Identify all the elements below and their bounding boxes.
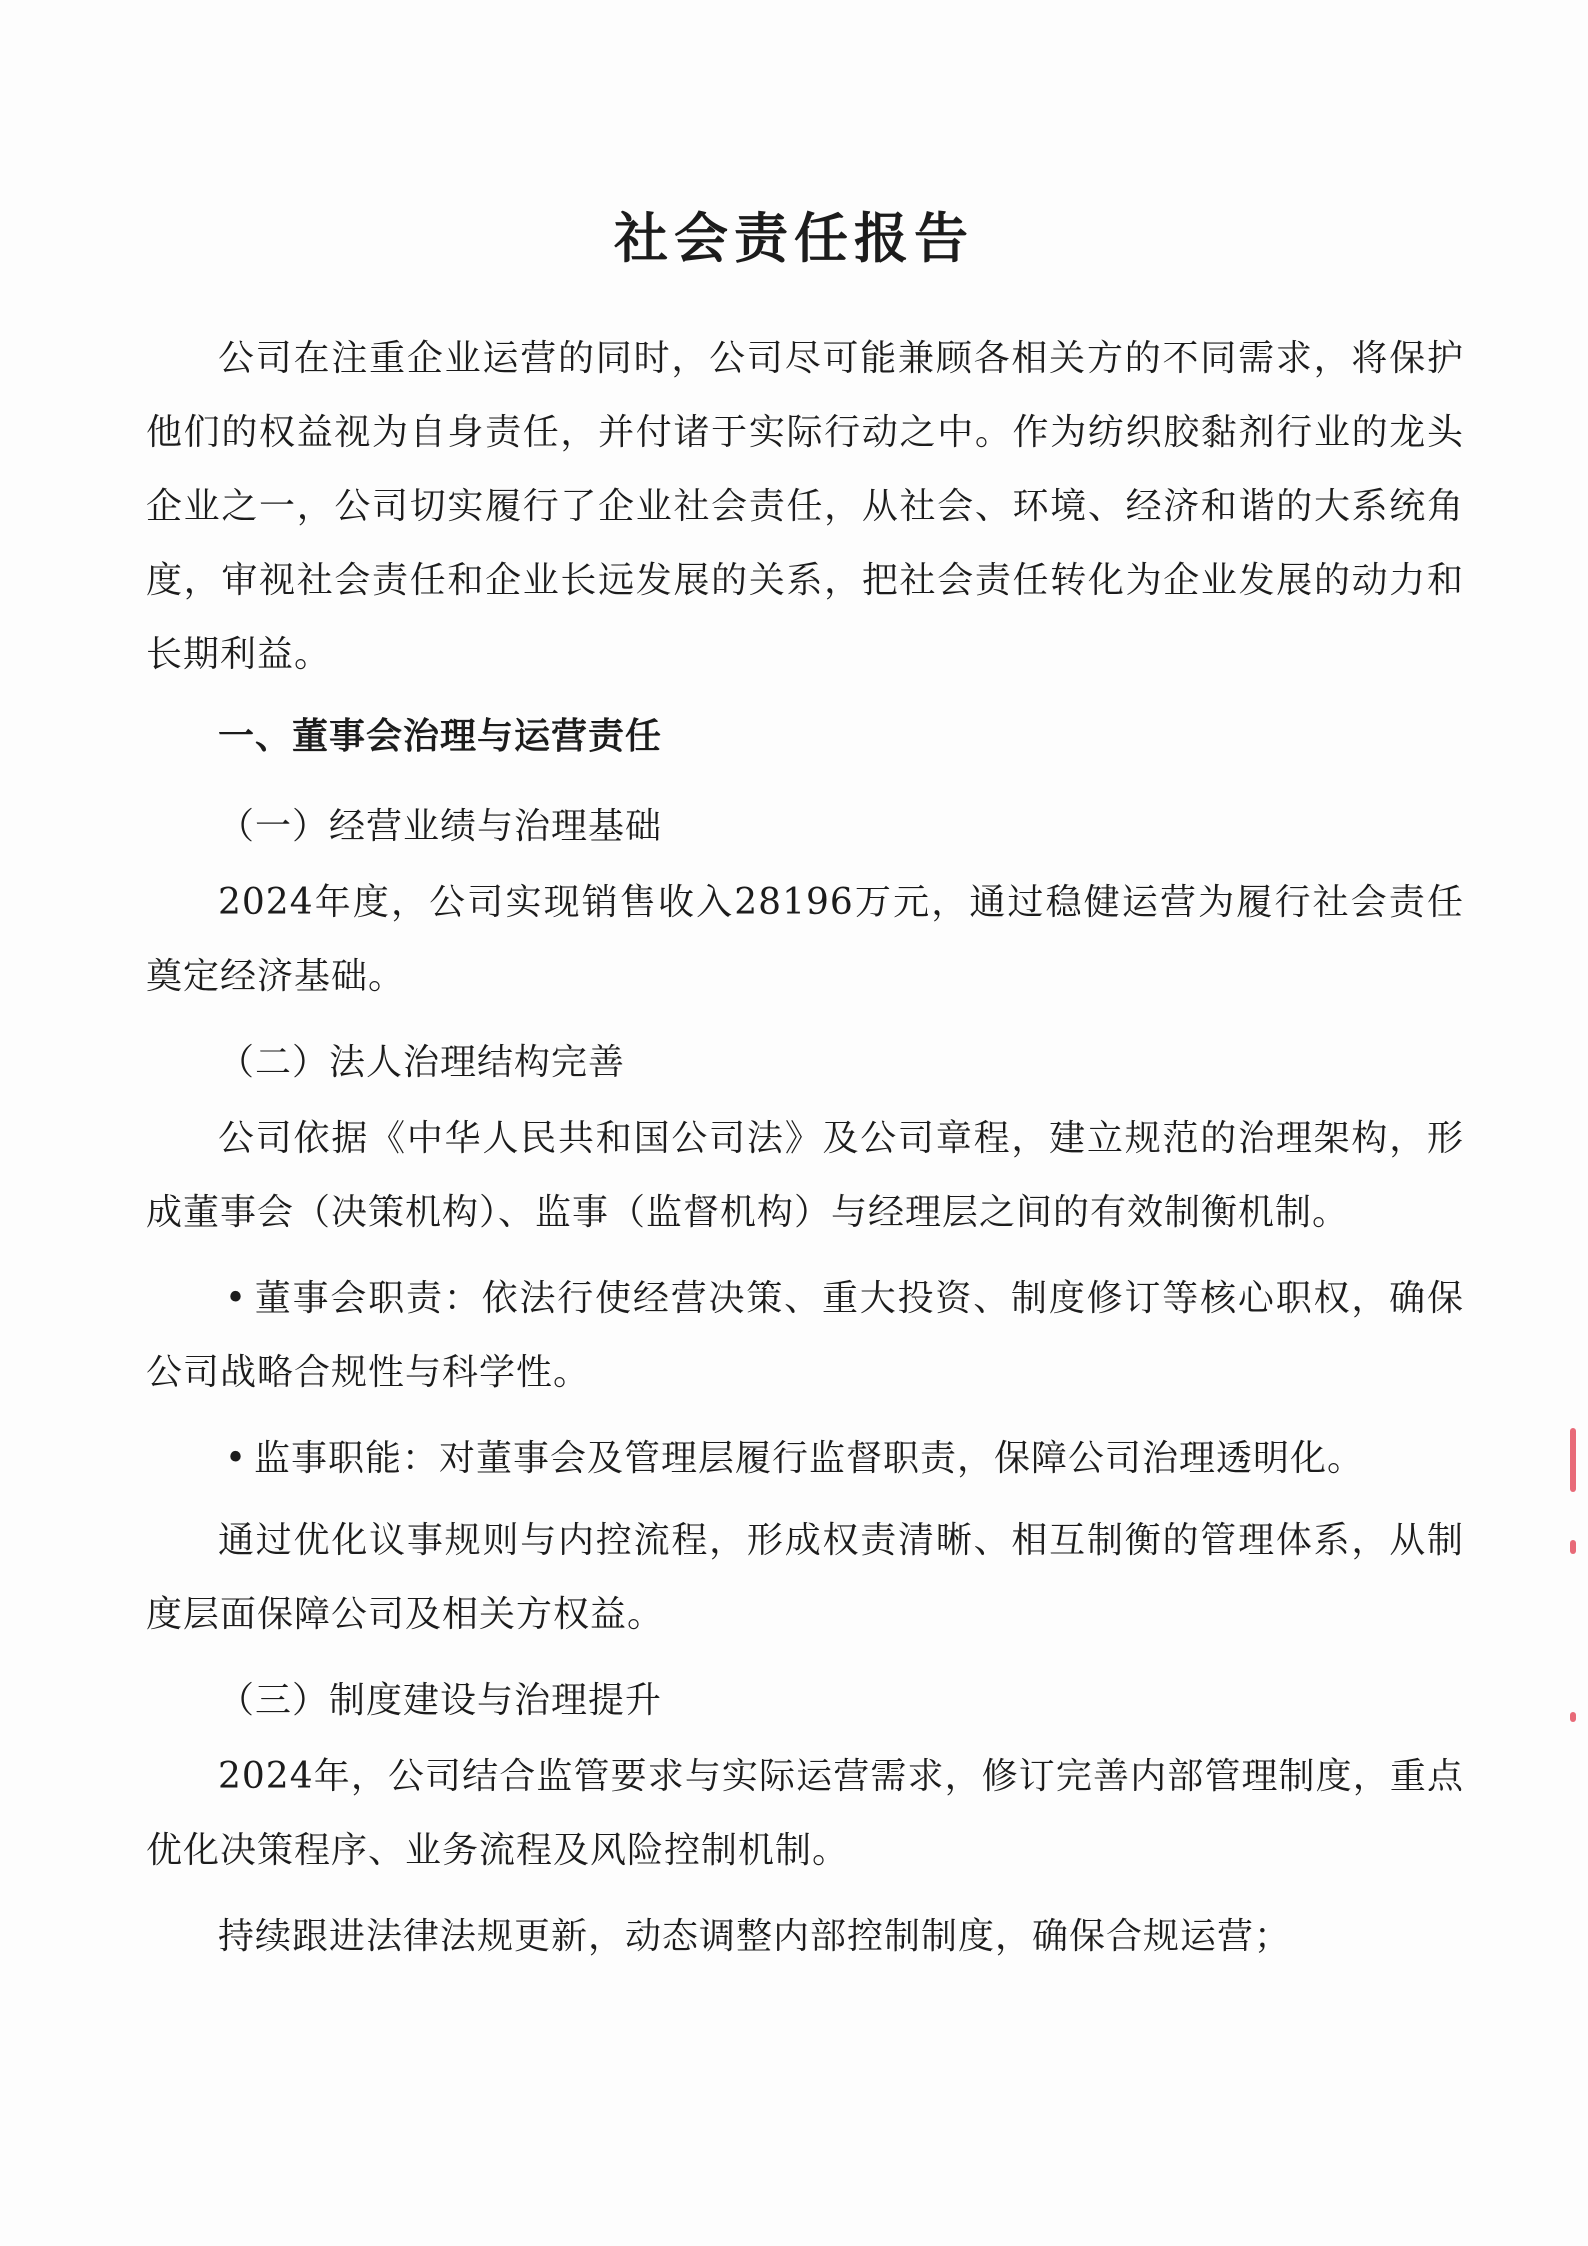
bullet-board-duties — [146, 1262, 1464, 1410]
document-title: 社会责任报告 — [614, 206, 974, 270]
subsection-heading-performance: （一）经营业绩与治理基础 — [218, 806, 663, 847]
system-paragraph-2: 持续跟进法律法规更新，动态调整内部控制制度，确保合规运营； — [218, 1916, 1292, 1957]
system-paragraph: 2024年，公司结合监管要求与实际运营需求，修订完善内部管理制度，重点优化决策程序、业务流程及风险控制机制。 — [146, 1756, 1464, 1871]
subsection-heading-system: （三）制度建设与治理提升 — [218, 1680, 663, 1721]
performance-paragraph: 2024年度，公司实现销售收入28196万元，通过稳健运营为履行社会责任奠定经济基础。 — [146, 882, 1464, 997]
section-heading: 一、董事会治理与运营责任 — [218, 715, 663, 757]
governance-paragraph: 公司依据《中华人民共和国公司法》及公司章程，建立规范的治理架构，形成董事会（决策机构）、监事（监督机构）与经理层之间的有效制衡机制。 — [146, 1118, 1464, 1233]
bullet-text: 监事职能：对董事会及管理层履行监督职责，保障公司治理透明化。 — [254, 1438, 1365, 1479]
governance-closing-paragraph: 通过优化议事规则与内控流程，形成权责清晰、相互制衡的管理体系，从制度层面保障公司及相关方权益。 — [146, 1520, 1464, 1635]
intro-paragraph: 公司在注重企业运营的同时，公司尽可能兼顾各相关方的不同需求，将保护他们的权益视为自身责任，并付诸于实际行动之中。作为纺织胶黏剂行业的龙头企业之一，公司切实履行了企业社会责任，从社会、环境、经济和谐的大系统角度，审视社会责任和企业长远发展的关系，把社会责任转化为企业发展的动力和长期利益。 — [146, 338, 1464, 675]
margin-stamp-mark — [1570, 1428, 1576, 1492]
bullet-supervisor-duties — [146, 1422, 1464, 1496]
subsection-heading-governance: （二）法人治理结构完善 — [218, 1042, 626, 1083]
bullet-dot: • — [224, 1278, 248, 1319]
margin-stamp-mark — [1570, 1540, 1576, 1554]
bullet-dot: • — [224, 1438, 248, 1479]
margin-stamp-mark — [1570, 1712, 1576, 1722]
bullet-text: 董事会职责：依法行使经营决策、重大投资、制度修订等核心职权，确保公司战略合规性与科学性。 — [146, 1278, 1464, 1393]
